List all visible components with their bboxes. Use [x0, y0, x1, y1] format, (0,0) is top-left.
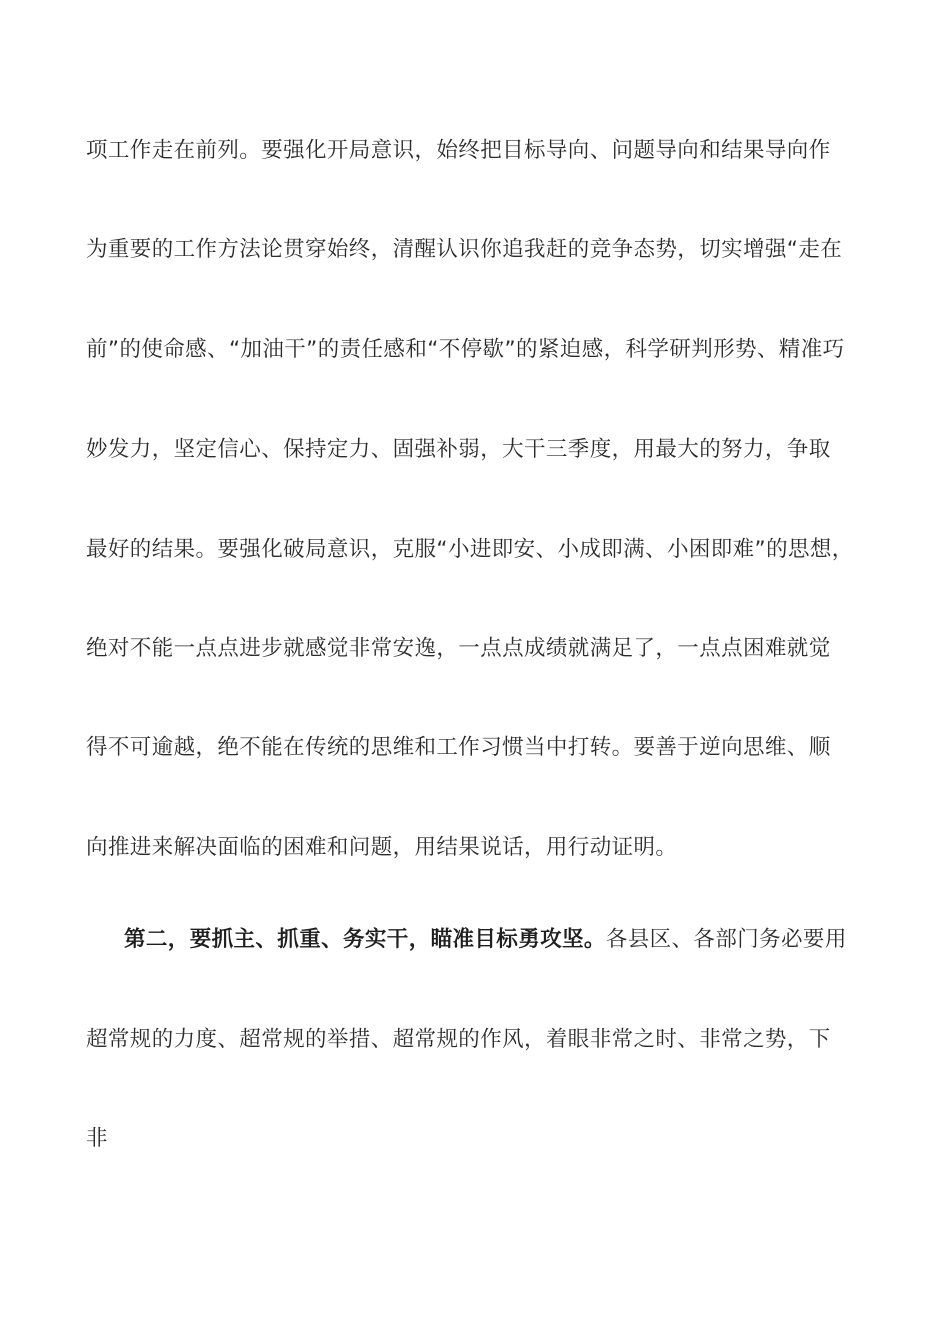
paragraph-line: 超常规的力度、超常规的举措、超常规的作风，着眼非常之时、非常之势，下 [86, 1027, 831, 1052]
paragraph-line: 前”的使命感、“加油干”的责任感和“不停歇”的紧迫感，科学研判形势、精准巧 [86, 337, 845, 362]
section-heading-line [124, 925, 914, 955]
paragraph-line: 项工作走在前列。要强化开局意识，始终把目标导向、问题导向和结果导向作 [86, 138, 831, 163]
paragraph-line: 妙发力，坚定信心、保持定力、固强补弱，大干三季度，用最大的努力，争取 [86, 437, 831, 462]
paragraph-line: 得不可逾越，绝不能在传统的思维和工作习惯当中打转。要善于逆向思维、顺 [86, 735, 831, 760]
paragraph-line: 向推进来解决面临的困难和问题，用结果说话，用行动证明。 [86, 835, 678, 860]
section-lead-text: 各县区、各部门务必要用 [605, 927, 847, 952]
paragraph-line: 绝对不能一点点进步就感觉非常安逸，一点点成绩就满足了，一点点困难就觉 [86, 636, 831, 661]
paragraph-line: 最好的结果。要强化破局意识，克服“小进即安、小成即满、小困即难”的思想， [86, 537, 854, 562]
section-heading: 第二，要抓主、抓重、务实干，瞄准目标勇攻坚。 [124, 927, 606, 952]
paragraph-line: 为重要的工作方法论贯穿始终，清醒认识你追我赶的竞争态势，切实增强“走在 [86, 237, 843, 262]
paragraph-line: 非 [86, 1126, 108, 1151]
